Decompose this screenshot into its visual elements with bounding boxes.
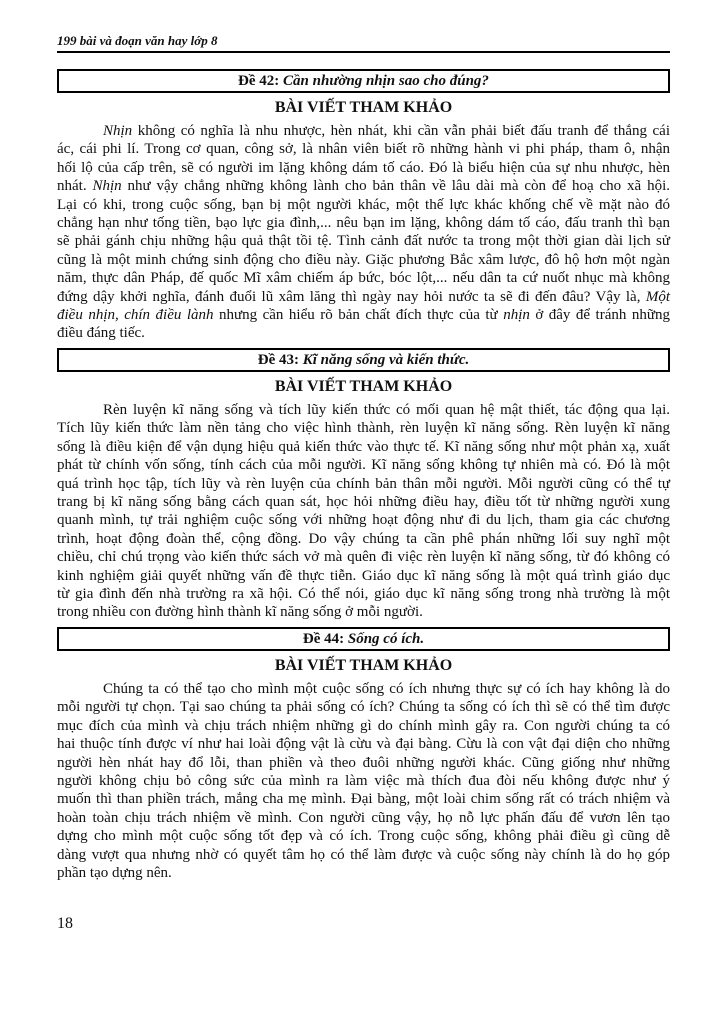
text-run: trang bị kĩ năng sống bằng cách quan sát, học hỏi những điều hay, điều tốt từ những người xung <box>57 493 670 510</box>
section-title-box <box>57 627 670 651</box>
text-run: dàng vượt qua nhưng nhờ có quyết tâm họ có thể làm được và cuộc sống này chính là do họ góp <box>57 846 670 863</box>
section-topic: Cần nhường nhịn sao cho đúng? <box>283 73 489 89</box>
text-line <box>57 698 670 716</box>
text-run: Rèn luyện kĩ năng sống và tích lũy kiến thức có mối quan hệ mật thiết, tác động qua lại. <box>103 402 670 418</box>
text-line <box>57 438 670 456</box>
text-run: mỗi người tự chọn. Tại sao chúng ta phải sống có ích? Chúng ta sống có ích thì sẽ có thể tìm được <box>57 699 670 716</box>
text-run: chiều, chỉ chú trọng vào kiến thức sách vở mà quên đi việc rèn luyện kĩ năng sống, từ đó không có <box>57 549 670 566</box>
text-line <box>57 324 670 342</box>
running-header: 199 bài và đoạn văn hay lớp 8 <box>57 33 218 48</box>
text-run: Tích lũy kiến thức làm nền tảng cho việc hình thành, rèn luyện kĩ năng sống. Rèn luyện kĩ năng <box>57 420 670 437</box>
text-line <box>57 864 670 882</box>
text-run: phần tạo dựng nên. <box>57 864 172 881</box>
text-run: sẽ phải gánh chịu những hậu quả thật tồi tệ. Tình cảnh đất nước ta trong một thời gian dài lịch sử <box>57 233 670 250</box>
text-run: hoàn toàn chịu trách nhiệm về mình. Con người cũng vậy, họ nỗ lực phấn đấu để vươn lên tạo <box>57 809 670 826</box>
section-de-44 <box>57 627 670 882</box>
section-title-box <box>57 69 670 93</box>
text-run: hai thuộc tính được ví như hai loài động vật là cừu và đại bàng. Cừu là con vật đại diện cho những <box>57 736 670 753</box>
text-line <box>57 827 670 845</box>
italic-run: Nhịn <box>92 178 122 195</box>
text-line <box>57 456 670 474</box>
text-line <box>57 567 670 585</box>
text-line <box>57 603 670 621</box>
text-line <box>57 511 670 529</box>
text-line <box>57 475 670 493</box>
text-run: dựng cho mình một cuộc sống tốt đẹp và có ích. Trong cuộc sống, không phải điều gì cũng dễ <box>57 828 670 845</box>
subheading: BÀI VIẾT THAM KHẢO <box>274 657 453 674</box>
text-run: năm, thực dân Pháp, đế quốc Mĩ xâm chiếm áp bức, bóc lột,... nếu dân ta cứ nuốt nhục mà không <box>57 270 670 287</box>
section-label: Đề 43: <box>257 352 299 368</box>
text-line <box>57 585 670 603</box>
text-line <box>57 790 670 808</box>
text-run: nhát. <box>57 178 93 195</box>
page-number: 18 <box>57 915 73 932</box>
text-run: sống là điều kiện để vận dụng hiệu quả kiến thức vào thực tế. Kĩ năng sống như một phản xạ, xuất <box>57 438 670 455</box>
text-run: Chúng ta có thể tạo cho mình một cuộc sống có ích nhưng thực sự có ích hay không là do <box>103 681 670 697</box>
text-line <box>57 680 670 698</box>
text-line <box>57 306 670 324</box>
section-label: Đề 44: <box>302 631 345 647</box>
text-line <box>57 177 670 195</box>
text-run: quá trình học tập, tích lũy và rèn luyện của chính bản thân mỗi người. Mỗi người cũng có thể tự <box>57 475 670 492</box>
text-line <box>57 530 670 548</box>
text-run: kinh nghiệm giải quyết những vấn đề thực tiễn. Giáo dục kĩ năng sống là một quá trình giáo dục <box>57 567 670 584</box>
text-line <box>57 232 670 250</box>
text-line <box>57 140 670 158</box>
italic-run: nhịn <box>503 306 530 323</box>
italic-run: Một <box>645 288 670 305</box>
section-de-42 <box>57 69 670 343</box>
text-run: điều đáng tiếc. <box>57 325 145 342</box>
text-line <box>57 269 670 287</box>
text-line <box>57 717 670 735</box>
section-de-43 <box>57 348 670 622</box>
text-line <box>57 735 670 753</box>
text-run: trong nhiều con đường hình thành kĩ năng sống ở mỗi người. <box>57 604 423 621</box>
text-run: mục đích của mình và chịu trách nhiệm những gì do chính mình gây ra. Con người chúng ta có <box>57 717 670 734</box>
text-line <box>57 548 670 566</box>
text-run: Lại có khi, trong cuộc sống, bạn bị một người khác, một thế lực khác khống chế về mặt nào đó <box>57 196 670 213</box>
text-run: không có nghĩa là nhu nhược, hèn nhát, khi cần vẫn phải biết đấu tranh để thắng cái <box>132 123 670 139</box>
subheading: BÀI VIẾT THAM KHẢO <box>274 99 453 116</box>
text-run: ở đây để tránh những <box>529 306 670 323</box>
text-run: trình, hoạt động đoàn thể, cộng đồng. Do vậy chúng ta cần phê phán những lối suy nghĩ một <box>57 530 670 547</box>
text-line <box>57 754 670 772</box>
section-topic: Kĩ năng sống và kiến thức. <box>302 352 470 368</box>
paragraph <box>57 680 670 882</box>
text-line <box>57 288 670 306</box>
paragraph <box>57 122 670 343</box>
text-run: đứng dậy khởi nghĩa, đánh đuổi lũ xâm lăng thì ngày nay hỏi nước ta sẽ đi đến đâu? Vậy là, <box>57 288 646 305</box>
text-line <box>57 419 670 437</box>
text-line <box>57 401 670 419</box>
paragraph <box>57 401 670 622</box>
text-line <box>57 214 670 232</box>
section-title-box <box>57 348 670 372</box>
text-run: người hèn nhát hay đổ lỗi, than phiền và theo đuôi những người khác. Cũng giống như những <box>57 754 670 771</box>
text-run: quanh mình, tự trải nghiệm cuộc sống với những hoạt động như đi du lịch, tham gia các chương <box>57 512 670 529</box>
text-run: như vậy chẳng những không lành cho bản thân về lâu dài mà còn để hoạ cho xã hội. <box>121 178 670 195</box>
text-run: người không chịu bỏ công sức của mình ra làm việc mà thích đua đòi nếu không được như ý <box>57 772 670 789</box>
text-run: cũng là một minh chứng sinh động cho điều này. Giặc phương Bắc xâm lược, đô hộ hơn một ngàn <box>57 251 670 268</box>
text-line <box>57 251 670 269</box>
italic-run: điều nhịn, chín điều lành <box>57 306 214 323</box>
text-line <box>57 196 670 214</box>
text-run: chẳng hạn như tống tiền, bạo lực gia đình,... nêu bạn im lặng, không dám tố cáo, đấu tranh thì bạn <box>57 214 670 231</box>
section-label: Đề 42: <box>238 73 280 89</box>
text-line <box>57 122 670 140</box>
text-run: nhưng cần hiểu rõ bản chất đích thực của từ <box>213 306 504 323</box>
text-run: hối lộ của cấp trên, sẽ có người im lặng không dám tố cáo. Đó là biểu hiện của sự nhu nhược, hèn <box>57 159 670 176</box>
subheading: BÀI VIẾT THAM KHẢO <box>274 378 453 395</box>
text-line <box>57 809 670 827</box>
header-rule <box>57 51 670 53</box>
text-run: phát từ chính vốn sống, tính cách của mỗi người. Kĩ năng sống không tự nhiên mà có. Đó là một <box>57 457 670 474</box>
italic-run: Nhịn <box>103 123 133 139</box>
text-line <box>57 772 670 790</box>
text-line <box>57 159 670 177</box>
section-topic: Sống có ích. <box>347 631 425 647</box>
text-line <box>57 493 670 511</box>
text-run: muốn thì than phiền trách, mắng cha mẹ mình. Đại bàng, một loài chim sống rất có trách nhiệm và <box>57 791 670 808</box>
text-run: từ gia đình đến nhà trường ra xã hội. Có thể nói, giáo dục kĩ năng sống trong nhà trường là một <box>57 585 670 602</box>
text-line <box>57 846 670 864</box>
text-run: ác, cái phi lí. Trong cơ quan, công sở, là nhân viên biết rõ những hành vi phi pháp, tham ô, nhận <box>57 141 670 158</box>
